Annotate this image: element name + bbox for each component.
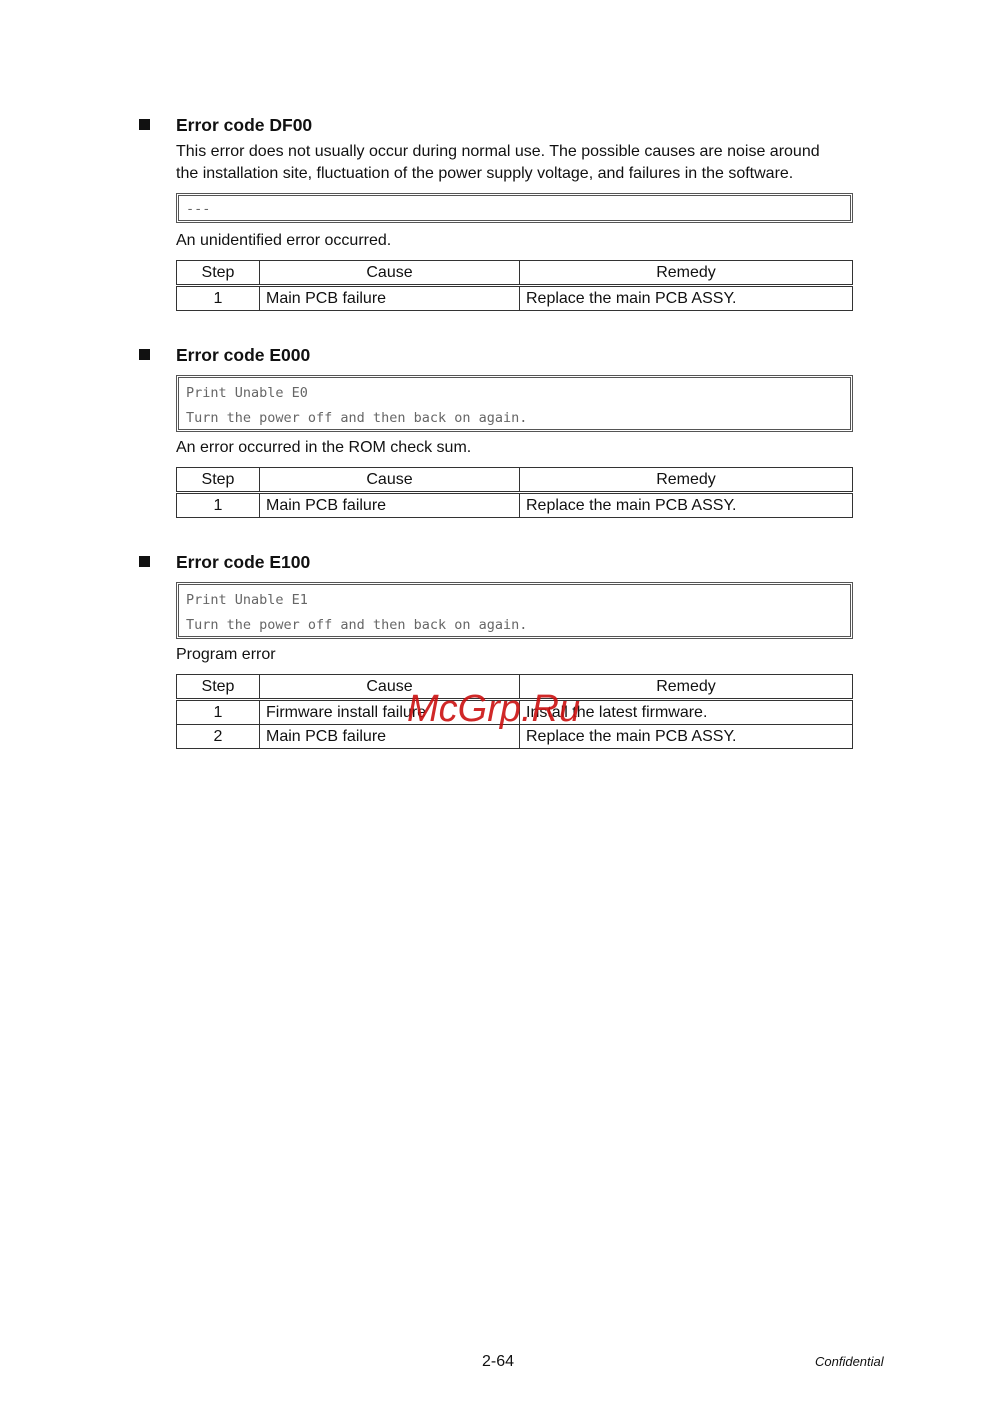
cell-remedy: Replace the main PCB ASSY. — [520, 493, 853, 518]
section-heading: Error code E000 — [176, 345, 311, 365]
error-table — [176, 467, 853, 518]
bullet-square-icon — [139, 556, 150, 567]
lcd-message-box — [176, 582, 853, 639]
cell-step: 1 — [177, 700, 260, 725]
cell-remedy: Replace the main PCB ASSY. — [520, 725, 853, 749]
header-cause: Cause — [260, 675, 520, 700]
section-heading: Error code E100 — [176, 552, 311, 572]
cell-step: 1 — [177, 286, 260, 311]
header-cause: Cause — [260, 468, 520, 493]
error-description: Program error — [176, 646, 276, 663]
watermark: McGrp.Ru — [407, 688, 581, 730]
table-row — [177, 493, 853, 518]
lcd-message-box — [176, 193, 853, 223]
lcd-message-box — [176, 375, 853, 432]
header-step: Step — [177, 261, 260, 286]
section-heading: Error code DF00 — [176, 115, 313, 135]
page-number: 2-64 — [482, 1353, 515, 1370]
header-step: Step — [177, 675, 260, 700]
lcd-line-2: Turn the power off and then back on again. — [186, 410, 528, 426]
cell-step: 2 — [177, 725, 260, 749]
table-header-row — [177, 261, 853, 286]
cell-cause: Main PCB failure — [260, 493, 520, 518]
bullet-square-icon — [139, 119, 150, 130]
cell-cause: Main PCB failure — [260, 725, 520, 749]
error-description: An unidentified error occurred. — [176, 232, 392, 249]
lcd-line-1: Print Unable E0 — [186, 385, 308, 401]
cell-remedy: Replace the main PCB ASSY. — [520, 286, 853, 311]
header-remedy: Remedy — [520, 468, 853, 493]
cell-step: 1 — [177, 493, 260, 518]
confidential-label: Confidential — [815, 1354, 884, 1369]
intro-line-1: This error does not usually occur during normal use. The possible causes are noise around — [176, 143, 820, 160]
cell-cause: Main PCB failure — [260, 286, 520, 311]
header-step: Step — [177, 468, 260, 493]
intro-line-2: the installation site, fluctuation of the power supply voltage, and failures in the software. — [176, 165, 794, 182]
header-remedy: Remedy — [520, 261, 853, 286]
bullet-square-icon — [139, 349, 150, 360]
cell-remedy: Install the latest firmware. — [520, 700, 853, 725]
header-cause: Cause — [260, 261, 520, 286]
lcd-line-1: Print Unable E1 — [186, 592, 308, 608]
error-table — [176, 260, 853, 311]
header-remedy: Remedy — [520, 675, 853, 700]
lcd-line-1: --- — [186, 201, 211, 217]
table-row — [177, 286, 853, 311]
cell-cause: Firmware install failure — [260, 700, 520, 725]
lcd-line-2: Turn the power off and then back on again. — [186, 617, 528, 633]
table-header-row — [177, 468, 853, 493]
error-description: An error occurred in the ROM check sum. — [176, 439, 472, 456]
